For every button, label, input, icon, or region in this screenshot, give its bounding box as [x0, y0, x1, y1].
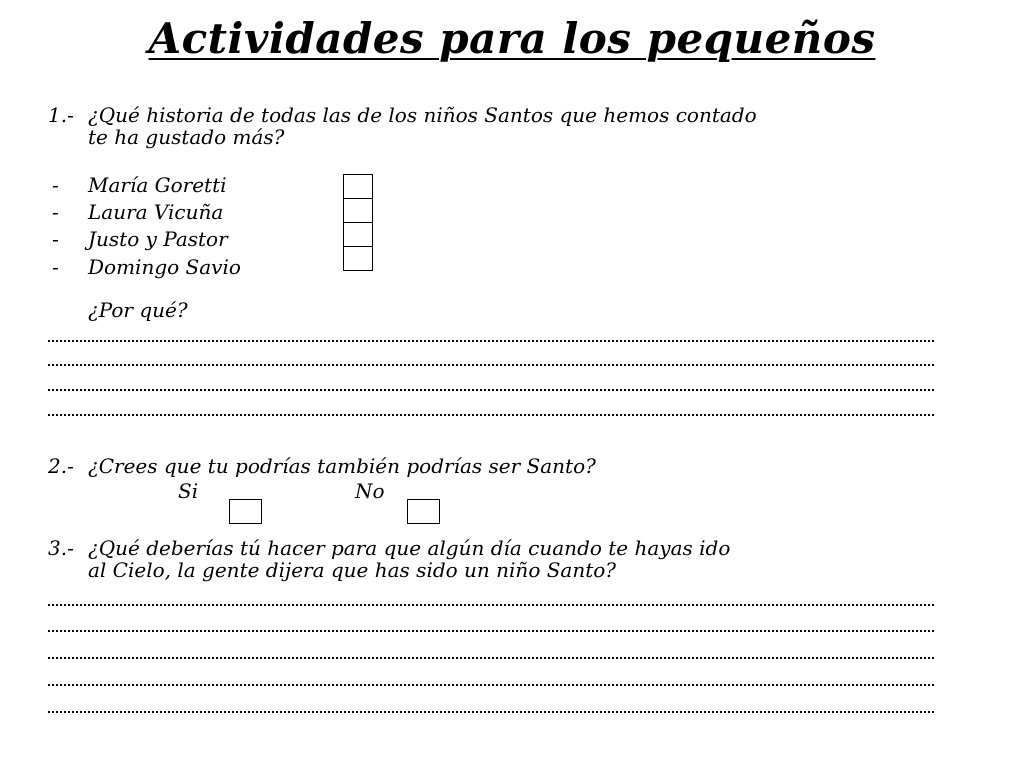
- question-3-number: 3.-: [48, 536, 74, 560]
- answer-line[interactable]: [48, 389, 934, 391]
- checkbox-justo-y-pastor[interactable]: [343, 222, 373, 247]
- option-label: Justo y Pastor: [88, 227, 228, 251]
- answer-line[interactable]: [48, 364, 934, 366]
- answer-line[interactable]: [48, 711, 934, 713]
- option-label: María Goretti: [88, 173, 227, 197]
- question-1-number: 1.-: [48, 103, 74, 127]
- option-domingo-savio: [48, 254, 241, 280]
- question-2-number: 2.-: [48, 454, 74, 478]
- option-justo-y-pastor: [48, 226, 228, 252]
- answer-line[interactable]: [48, 604, 934, 606]
- option-maria-goretti: [48, 172, 227, 198]
- checkbox-maria-goretti[interactable]: [343, 174, 373, 199]
- answer-line[interactable]: [48, 684, 934, 686]
- question-1-text-line2: te ha gustado más?: [88, 125, 285, 149]
- option-label: Laura Vicuña: [88, 200, 224, 224]
- answer-line[interactable]: [48, 340, 934, 342]
- question-3: [48, 537, 730, 581]
- question-3-text-line2: al Cielo, la gente dijera que has sido un niño Santo?: [88, 558, 617, 582]
- answer-line[interactable]: [48, 414, 934, 416]
- page-title: Actividades para los pequeños: [148, 14, 876, 63]
- answer-line[interactable]: [48, 657, 934, 659]
- option-dash: -: [52, 200, 59, 224]
- checkbox-yes[interactable]: [229, 499, 262, 524]
- why-label: ¿Por qué?: [88, 298, 188, 322]
- option-laura-vicuna: [48, 199, 223, 225]
- question-2: [48, 455, 596, 477]
- option-dash: -: [52, 227, 59, 251]
- checkbox-laura-vicuna[interactable]: [343, 198, 373, 223]
- checkbox-no[interactable]: [407, 499, 440, 524]
- yes-label: Si: [178, 479, 199, 503]
- option-dash: -: [52, 173, 59, 197]
- question-3-text-line1: ¿Qué deberías tú hacer para que algún día cuando te hayas ido: [88, 536, 731, 560]
- checkbox-domingo-savio[interactable]: [343, 246, 373, 271]
- question-1-text-line1: ¿Qué historia de todas las de los niños Santos que hemos contado: [88, 103, 757, 127]
- no-label: No: [355, 479, 385, 503]
- answer-line[interactable]: [48, 630, 934, 632]
- option-dash: -: [52, 255, 59, 279]
- question-1: [48, 104, 757, 148]
- option-label: Domingo Savio: [88, 255, 241, 279]
- question-2-text: ¿Crees que tu podrías también podrías ser Santo?: [88, 454, 596, 478]
